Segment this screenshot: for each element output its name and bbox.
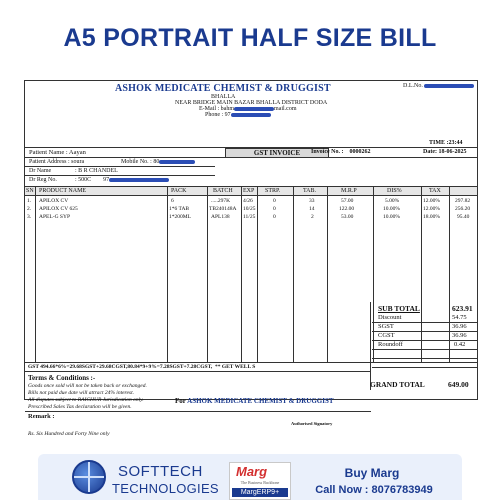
redaction xyxy=(159,160,195,164)
cgst-label: CGST xyxy=(378,332,395,339)
call-now-link[interactable]: Call Now : 8076783949 xyxy=(315,484,433,496)
brand-name: SOFTTECH xyxy=(118,463,203,480)
remark: Remark : xyxy=(28,413,55,420)
col-batch: BATCH xyxy=(213,188,233,194)
marg-tagline: The Business Backbone xyxy=(240,480,280,485)
col-pack: PACK xyxy=(171,188,187,194)
row-sn: 2. xyxy=(27,206,32,212)
row-tab: 2 xyxy=(311,214,314,220)
row-mrp: 53.00 xyxy=(341,214,354,220)
row-tax: 18.00% xyxy=(423,214,440,220)
row-tax: 12.00% xyxy=(423,206,440,212)
redaction xyxy=(234,107,274,111)
patient-address: Patient Address : soura xyxy=(29,159,85,165)
authorised-signatory: Authorised Signatory xyxy=(291,421,333,426)
shop-address: NEAR BRIDGE MAIN BAZAR BHALLA DISTRICT DODA xyxy=(175,100,328,106)
bill-date: Date: 18-06-2025 xyxy=(423,149,467,155)
buy-marg-link[interactable]: Buy Marg xyxy=(344,466,400,480)
col-tab: TAB. xyxy=(303,188,317,194)
totals-box xyxy=(372,302,478,398)
row-pack: 1*200ML xyxy=(169,214,191,220)
row-exp: 10/25 xyxy=(243,206,256,212)
doctor-label: Dr Name xyxy=(29,168,52,174)
row-amount: 256.20 xyxy=(455,206,471,212)
col-mrp: M.R.P xyxy=(341,188,357,194)
amount-in-words: Rs. Six Hundred and Forty Nine only xyxy=(28,431,110,437)
row-batch: .....297K xyxy=(211,198,231,204)
row-mrp: 122.00 xyxy=(339,206,355,212)
row-tab: 33 xyxy=(309,198,315,204)
doctor-reg: : 500C 97 xyxy=(75,177,169,184)
row-mrp: 57.00 xyxy=(341,198,354,204)
col-sn: SN xyxy=(26,188,34,194)
row-tax: 12.00% xyxy=(423,198,440,204)
terms-line: Goods once sold will not be taken back or exchanged. xyxy=(28,383,147,389)
row-dis: 5.00% xyxy=(385,198,400,204)
col-dis: DIS% xyxy=(387,188,402,194)
bill-time: TIME :23:44 xyxy=(429,140,463,146)
globe-icon xyxy=(72,460,106,494)
row-exp: 11/25 xyxy=(243,214,256,220)
row-amount: 297.82 xyxy=(455,198,471,204)
roundoff-label: Roundoff xyxy=(378,341,403,348)
gst-summary: GST 494.66*6%=29.68SGST+29.68CGST,80.84*9+9%=7.28SGST+7.28CGST, ** GET WELL S xyxy=(28,364,256,370)
dl-no: D.L.No. xyxy=(403,83,474,90)
marg-logo: Marg xyxy=(236,464,268,479)
gst-invoice-title: GST INVOICE xyxy=(225,148,329,158)
row-tab: 14 xyxy=(309,206,315,212)
sub-total-value: 623.91 xyxy=(452,304,473,313)
col-product: PRODUCT NAME xyxy=(39,188,87,194)
discount-value: 54.75 xyxy=(452,314,467,321)
row-strp: 0 xyxy=(273,206,276,212)
col-tax: TAX xyxy=(429,188,441,194)
grand-total-value: 649.00 xyxy=(448,380,469,389)
doctor-name: : B R CHANDEL xyxy=(75,168,118,174)
row-strp: 0 xyxy=(273,198,276,204)
patient-name: Patient Name : Aayan xyxy=(29,149,86,156)
cgst-value: 36.96 xyxy=(452,332,467,339)
row-product: APILOX CV 625 xyxy=(39,206,78,212)
col-strp: STRP. xyxy=(265,188,281,194)
redaction xyxy=(109,178,169,182)
terms-line: All disputes subject to RAICHUR Jurisdication only. xyxy=(28,397,144,403)
col-exp: EXP xyxy=(243,188,255,194)
row-pack: 6 xyxy=(171,198,174,204)
row-dis: 10.00% xyxy=(383,206,400,212)
row-sn: 1. xyxy=(27,198,32,204)
row-sn: 3. xyxy=(27,214,32,220)
shop-name: ASHOK MEDICATE CHEMIST & DRUGGIST xyxy=(115,83,331,94)
doctor-reg-label: Dr Reg No. xyxy=(29,177,57,183)
row-product: APEL-G SYP xyxy=(39,214,71,220)
terms-line: Prescribed Sales Tax declaration will be given. xyxy=(28,404,132,410)
grand-total-label: GRAND TOTAL xyxy=(370,380,425,389)
sub-total-label: SUB TOTAL xyxy=(378,304,420,313)
for-shop: For ASHOK MEDICATE CHEMIST & DRUGGIST xyxy=(175,397,334,405)
row-batch: APL138 xyxy=(211,214,230,220)
redaction xyxy=(424,84,474,88)
redaction xyxy=(231,113,271,117)
shop-email: E-Mail : bahm mail.com xyxy=(199,106,297,112)
discount-label: Discount xyxy=(378,314,402,321)
row-batch: TB240148A xyxy=(209,206,237,212)
marg-erp-badge: MargERP9+ xyxy=(232,488,288,497)
invoice-no: Invoice No. : 0000262 xyxy=(311,149,371,155)
shop-city: BHALLA xyxy=(211,94,236,100)
row-product: APILOX CV xyxy=(39,198,69,204)
sgst-value: 36.96 xyxy=(452,323,467,330)
shop-phone: Phone : 97 xyxy=(205,112,271,119)
row-pack: 1*6 TAB xyxy=(169,206,190,212)
row-exp: 4/26 xyxy=(243,198,253,204)
terms-title: Terms & Conditions :- xyxy=(28,374,96,382)
page-headline: A5 PORTRAIT HALF SIZE BILL xyxy=(63,24,437,52)
patient-mobile: Mobile No. : 80 xyxy=(121,159,195,166)
roundoff-value: 0.42 xyxy=(454,341,466,348)
marg-logo-card xyxy=(229,462,291,500)
brand-subtitle: TECHNOLOGIES xyxy=(112,481,219,496)
sgst-label: SGST xyxy=(378,323,394,330)
terms-line: Bills not paid due date will attract 24% interest. xyxy=(28,390,134,396)
row-strp: 0 xyxy=(273,214,276,220)
row-amount: 95.40 xyxy=(457,214,470,220)
row-dis: 10.00% xyxy=(383,214,400,220)
